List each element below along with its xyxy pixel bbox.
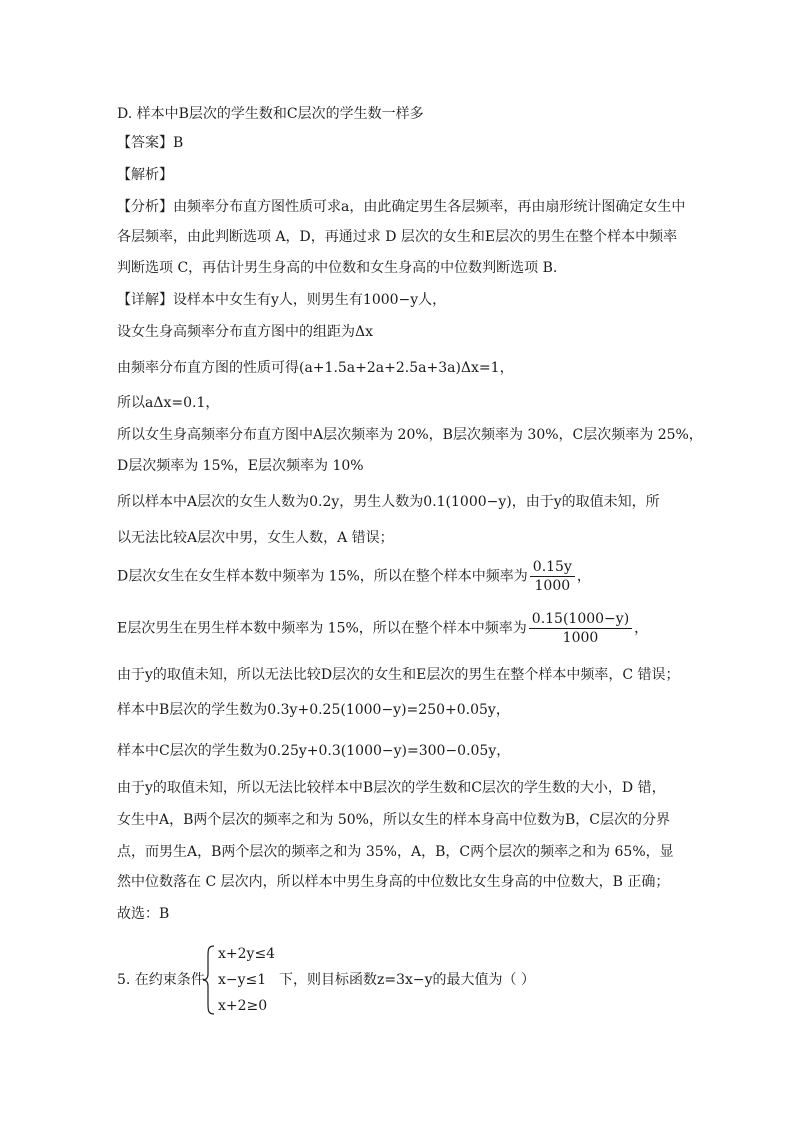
detail-line-17: 然中位数落在 C 层次内，所以样本中男生身高的中位数比女生身高的中位数大，B 正确； [117, 874, 670, 890]
line-9-end: ， [576, 568, 591, 585]
analysis-line-2: 各层频率，由此判断选项 A，D，再通过求 D 层次的女生和E层次的男生在整个样本中频率 [117, 229, 678, 245]
detail-line-1: 【详解】设样本中女生有y人，则男生有1000−y人， [117, 292, 447, 308]
line-10-end: ， [634, 620, 649, 637]
fraction-d-denominator: 1000 [534, 578, 571, 594]
analysis-line-3: 判断选项 C，再估计男生身高的中位数和女生身高的中位数判断选项 B. [117, 260, 558, 276]
detail-line-13: 样本中C层次的学生数为0.25y+0.3(1000−y)=300−0.05y， [117, 743, 511, 759]
question-5-label: 5. 在约束条件 [117, 972, 205, 988]
fraction-e-denominator: 1000 [562, 630, 599, 646]
fraction-d [530, 558, 575, 595]
detail-line-12: 样本中B层次的学生数为0.3y+0.25(1000−y)=250+0.05y， [117, 702, 510, 718]
detail-line-16: 点，而男生A，B两个层次的频率之和为 35%，A，B，C两个层次的频率之和为 65%，显 [117, 844, 674, 860]
answer-label: 【答案】B [117, 135, 184, 151]
detail-line-9 [117, 558, 591, 595]
left-brace-icon [202, 944, 216, 1016]
detail-line-4: 所以aΔx=0.1， [117, 395, 220, 411]
line-10-text: E层次男生在男生样本数中频率为 15%，所以在整个样本中频率为 [117, 620, 527, 637]
line-9-text: D层次女生在女生样本数中频率为 15%，所以在整个样本中频率为 [117, 568, 528, 585]
detail-line-2: 设女生身高频率分布直方图中的组距为Δx [117, 324, 374, 340]
detail-line-5: 所以女生身高频率分布直方图中A层次频率为 20%，B层次频率为 30%，C层次频率为 25%， [117, 427, 703, 443]
constraint-3: x+2≥0 [218, 998, 268, 1014]
detail-line-11: 由于y的取值未知，所以无法比较D层次的女生和E层次的男生在整个样本中频率，C 错误； [117, 667, 680, 683]
fraction-d-numerator: 0.15y [530, 558, 575, 577]
detail-line-10 [117, 610, 648, 647]
detail-line-7: 所以样本中A层次的女生人数为0.2y，男生人数为0.1(1000−y)，由于y的取值未知，所 [117, 494, 660, 510]
detail-line-3: 由频率分布直方图的性质可得(a+1.5a+2a+2.5a+3a)Δx=1， [117, 360, 514, 376]
analysis-heading: 【解析】 [117, 167, 173, 183]
detail-line-8: 以无法比较A层次中男，女生人数，A 错误； [117, 530, 394, 546]
detail-line-15: 女生中A，B两个层次的频率之和为 50%，所以女生的样本身高中位数为B，C层次的分界 [117, 812, 670, 828]
analysis-line-1: 【分析】由频率分布直方图性质可求a，由此确定男生各层频率，再由扇形统计图确定女生中 [117, 199, 686, 215]
question-5-prompt: 下，则目标函数z=3x−y的最大值为（ ） [279, 972, 535, 988]
detail-line-6: D层次频率为 15%，E层次频率为 10% [117, 458, 364, 474]
constraint-1: x+2y≤4 [218, 946, 276, 962]
choose-answer: 故选：B [117, 906, 170, 922]
detail-line-14: 由于y的取值未知，所以无法比较样本中B层次的学生数和C层次的学生数的大小，D 错， [117, 780, 666, 796]
fraction-e-numerator: 0.15(1000−y) [529, 610, 632, 629]
constraint-2: x−y≤1 [218, 972, 267, 988]
fraction-e [529, 610, 632, 647]
option-d: D. 样本中B层次的学生数和C层次的学生数一样多 [117, 106, 424, 122]
question-5 [117, 944, 677, 1016]
